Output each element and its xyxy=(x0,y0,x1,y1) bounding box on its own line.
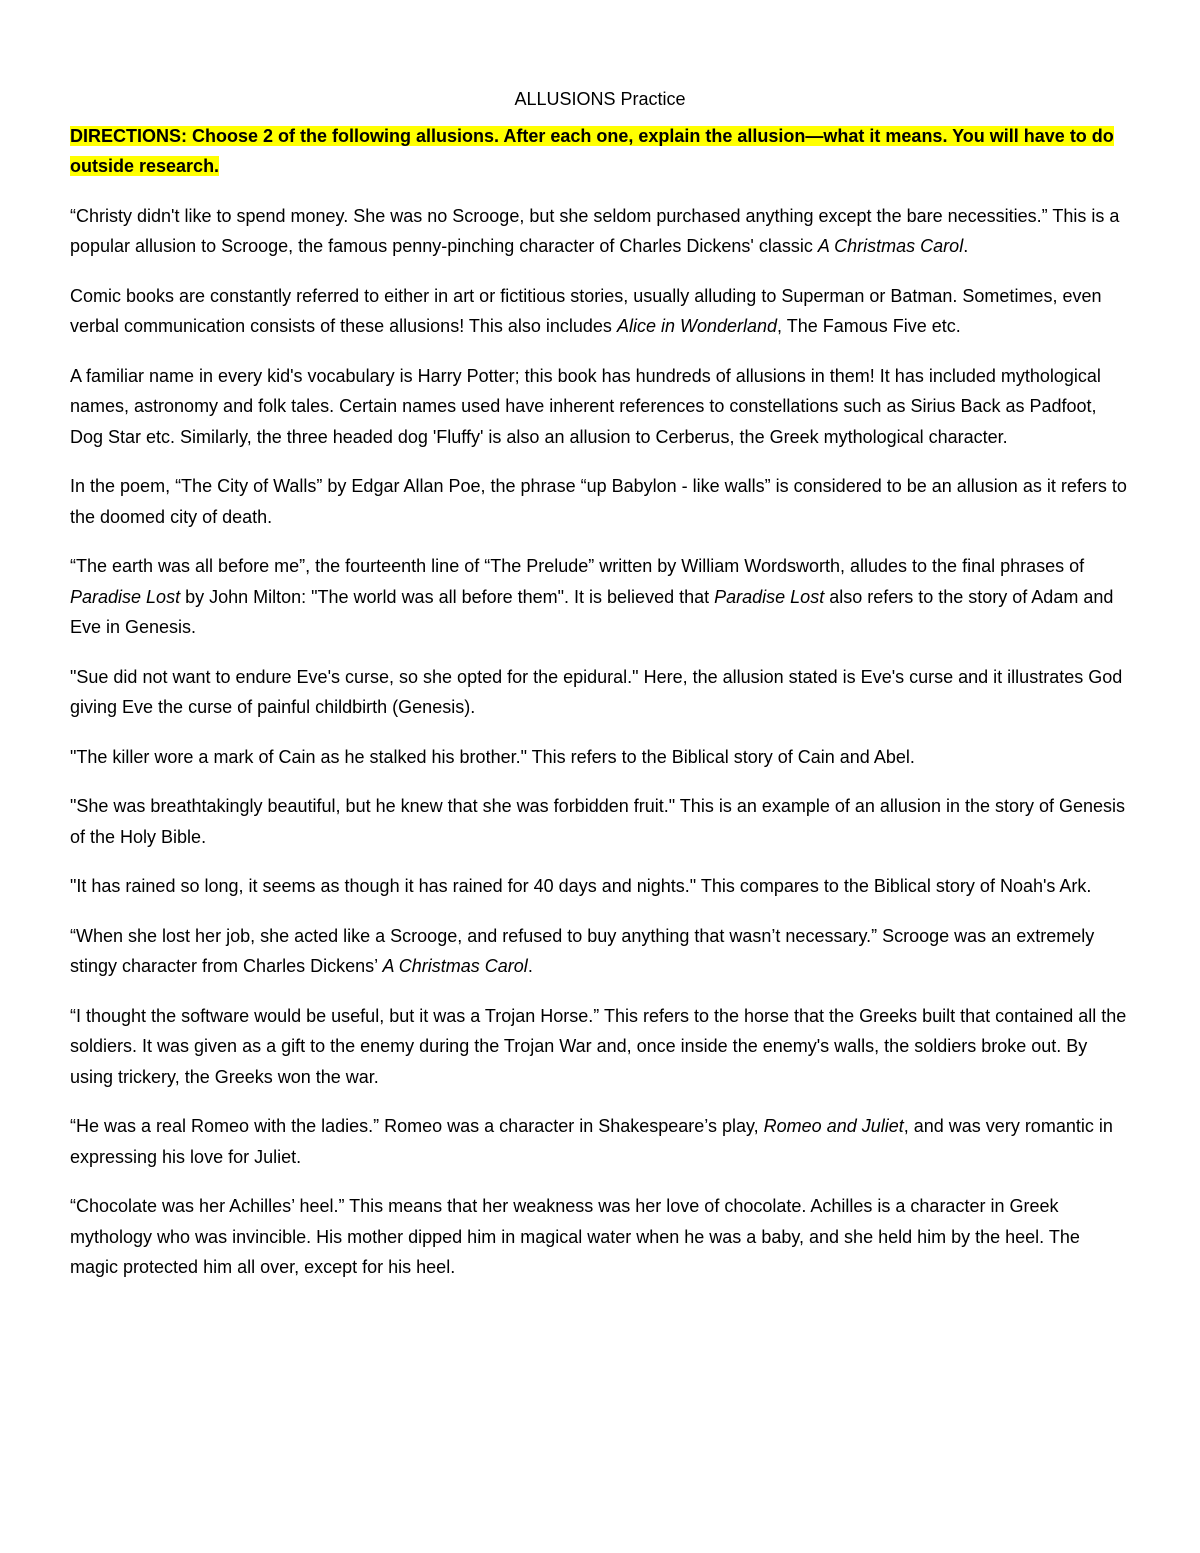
paragraph-text: A familiar name in every kid's vocabulary is Harry Potter; this book has hundreds of allusions in them! It has included mythological names, astronomy and folk tales. Certain names used have inherent references to constellations such as Sirius Back as Padfoot, Dog Star etc. Similarly, the three headed dog 'Fluffy' is also an allusion to Cerberus, the Greek mythological character. xyxy=(70,365,1101,447)
paragraph-text: “I thought the software would be useful, but it was a Trojan Horse.” This refers to the horse that the Greeks built that contained all the soldiers. It was given as a gift to the enemy during the Trojan War and, once inside the enemy's walls, the soldiers broke out. By using trickery, the Greeks won the war. xyxy=(70,1005,1127,1087)
paragraph xyxy=(70,1191,1130,1283)
italic-title: Romeo and Juliet xyxy=(763,1116,904,1136)
paragraph-text: . xyxy=(527,956,533,976)
paragraph xyxy=(70,551,1130,643)
italic-title: Alice in Wonderland xyxy=(616,316,778,336)
paragraph-text: “Christy didn't like to spend money. She was no Scrooge, but she seldom purchased anything except the bare necessities.” This is a popular allusion to Scrooge, the famous penny-pinching character of Charles Dickens' classic xyxy=(70,205,1120,256)
paragraph-text: “The earth was all before me”, the fourteenth line of “The Prelude” written by William Wordsworth, alludes to the final phrases of xyxy=(70,556,1085,576)
paragraph-text: “He was a real Romeo with the ladies.” Romeo was a character in Shakespeare’s play, xyxy=(70,1116,764,1136)
paragraph xyxy=(70,742,1130,773)
directions-text xyxy=(70,121,1130,182)
paragraph xyxy=(70,281,1130,342)
paragraph xyxy=(70,791,1130,852)
paragraph xyxy=(70,201,1130,262)
italic-title: A Christmas Carol xyxy=(817,236,964,256)
paragraph-text: “When she lost her job, she acted like a Scrooge, and refused to buy anything that wasn’t necessary.” Scrooge was an extremely stingy character from Charles Dickens’ xyxy=(70,925,1095,976)
paragraph-text: by John Milton: "The world was all before them". It is believed that xyxy=(180,586,715,607)
paragraph-text: "It has rained so long, it seems as though it has rained for 40 days and nights." This compares to the Biblical story of Noah's Ark. xyxy=(70,876,1092,896)
paragraph xyxy=(70,871,1130,902)
paragraph xyxy=(70,361,1130,453)
paragraph-text: Comic books are constantly referred to either in art or fictitious stories, usually alluding to Superman or Batman. Sometimes, even verbal communication consists of these allusions! This also includes xyxy=(70,285,1102,336)
paragraph-text: , and was very romantic in expressing his love for Juliet. xyxy=(70,1116,1113,1167)
italic-title: Paradise Lost xyxy=(714,586,825,607)
page-title: ALLUSIONS Practice xyxy=(514,89,686,109)
directions-highlight: DIRECTIONS: Choose 2 of the following allusions. After each one, explain the allusion—what it means. You will have to do outside research. xyxy=(70,125,1114,176)
italic-title: A Christmas Carol xyxy=(382,956,528,976)
paragraph-text: “Chocolate was her Achilles’ heel.” This means that her weakness was her love of chocolate. Achilles is a character in Greek mythology who was invincible. His mother dipped him in magical water when he was a baby, and she held him by the heel. The magic protected him all over, except for his heel. xyxy=(70,1196,1080,1277)
paragraph xyxy=(70,471,1130,532)
paragraph xyxy=(70,1001,1130,1093)
paragraph-text: "Sue did not want to endure Eve's curse, so she opted for the epidural." Here, the allusion stated is Eve's curse and it illustrates God giving Eve the curse of painful childbirth (Genesis). xyxy=(70,666,1123,717)
document-page xyxy=(70,84,1130,1302)
paragraph-text: , The Famous Five etc. xyxy=(777,316,961,336)
paragraph-text: "She was breathtakingly beautiful, but he knew that she was forbidden fruit." This is an example of an allusion in the story of Genesis of the Holy Bible. xyxy=(70,796,1126,847)
italic-title: Paradise Lost xyxy=(70,586,181,607)
paragraph-text: . xyxy=(963,236,969,256)
paragraph-text: also refers to the story of Adam and Eve in Genesis. xyxy=(70,586,1114,637)
paragraph xyxy=(70,1111,1130,1172)
paragraph xyxy=(70,662,1130,723)
paragraph-list xyxy=(70,201,1130,1283)
paragraph-text: In the poem, “The City of Walls” by Edgar Allan Poe, the phrase “up Babylon - like walls” is considered to be an allusion as it refers to the doomed city of death. xyxy=(70,476,1127,527)
paragraph xyxy=(70,921,1130,982)
paragraph-text: "The killer wore a mark of Cain as he stalked his brother." This refers to the Biblical story of Cain and Abel. xyxy=(70,746,915,767)
